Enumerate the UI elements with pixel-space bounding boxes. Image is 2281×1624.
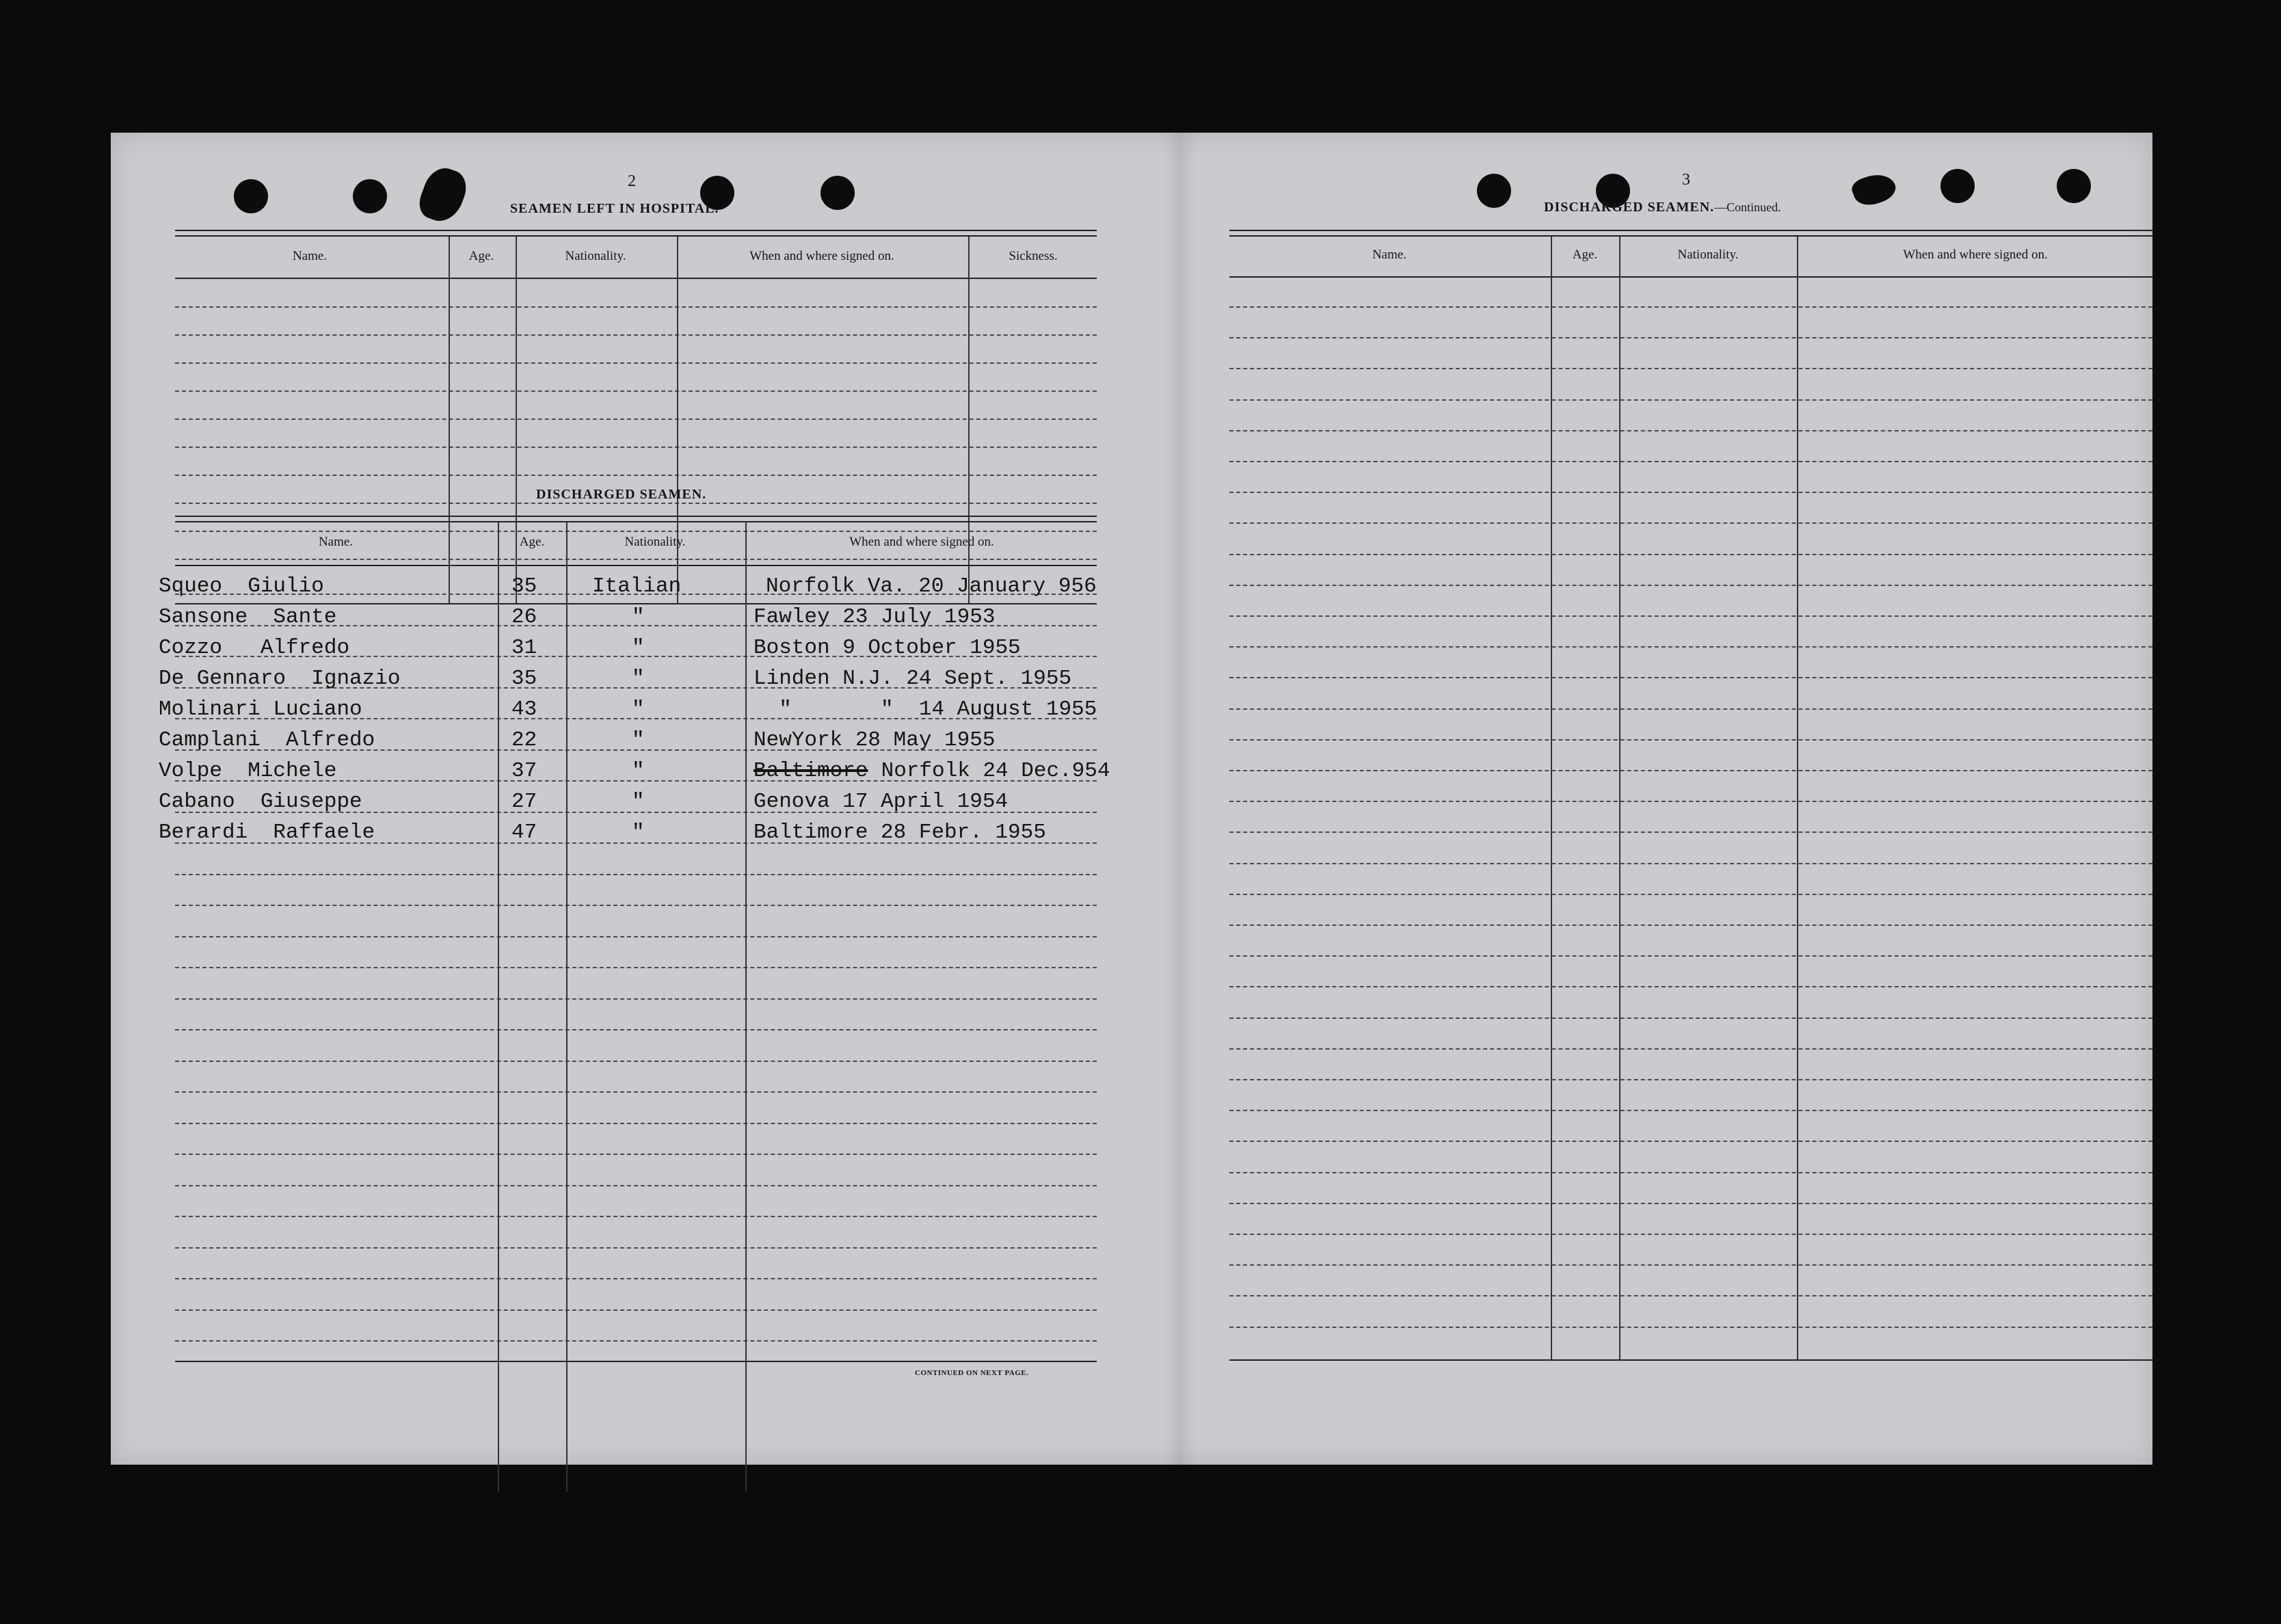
hospital-col-age: Age.	[468, 249, 494, 263]
ruled-line	[1229, 739, 2152, 741]
ruled-line	[1229, 306, 2152, 308]
seaman-signed-on: Fawley 23 July 1953	[753, 605, 996, 629]
seaman-nationality: "	[632, 728, 645, 752]
page-number-left: 2	[628, 172, 636, 190]
page-number-right: 3	[1682, 171, 1690, 189]
ruled-line	[1229, 831, 2152, 833]
ruled-line	[175, 334, 1097, 336]
seaman-name: Squeo Giulio	[159, 574, 324, 598]
seaman-nationality: Italian	[592, 574, 682, 598]
punch-hole	[1940, 169, 1975, 203]
ruled-line	[1229, 1234, 2152, 1235]
seaman-nationality: "	[632, 790, 645, 814]
seaman-nationality: "	[632, 667, 645, 691]
ruled-line	[1229, 894, 2152, 895]
seaman-signed-on: " " 14 August 1955	[753, 697, 1097, 721]
ruled-line	[175, 1340, 1097, 1342]
ruled-line	[1229, 430, 2152, 431]
ruled-line	[1229, 770, 2152, 771]
ruled-line	[1229, 924, 2152, 926]
seaman-age: 35	[511, 667, 537, 691]
hospital-col-signed-on: When and where signed on.	[749, 249, 894, 263]
ruled-line	[1229, 1048, 2152, 1050]
ruled-line	[1229, 615, 2152, 617]
ruled-line	[175, 1216, 1097, 1217]
seaman-name: Sansone Sante	[159, 605, 337, 629]
ruled-line	[175, 390, 1097, 392]
ruled-line	[1229, 646, 2152, 648]
ruled-line	[1229, 1327, 2152, 1328]
hospital-col-name: Name.	[292, 249, 328, 263]
ruled-line	[1229, 1264, 2152, 1266]
ruled-line	[1229, 677, 2152, 678]
seaman-name: Molinari Luciano	[159, 697, 362, 721]
ruled-line	[1229, 554, 2152, 555]
ruled-line	[175, 1123, 1097, 1124]
ruled-line	[175, 1091, 1097, 1093]
right-col-name: Name.	[1372, 248, 1407, 262]
ruled-line	[175, 1154, 1097, 1155]
continued-note: CONTINUED ON NEXT PAGE.	[915, 1369, 1029, 1377]
ruled-line	[175, 362, 1097, 364]
hospital-col-sickness: Sickness.	[1009, 249, 1058, 263]
punch-hole	[2057, 169, 2091, 203]
seaman-name: Volpe Michele	[159, 759, 337, 783]
seaman-age: 37	[511, 759, 537, 783]
ruled-line	[1229, 337, 2152, 338]
punch-hole	[353, 179, 387, 213]
discharged-section-title: DISCHARGED SEAMEN.	[536, 487, 707, 502]
ruled-line	[175, 1278, 1097, 1279]
seaman-age: 26	[511, 605, 537, 629]
struck-port: Baltimore	[753, 759, 868, 783]
ruled-line	[175, 1029, 1097, 1030]
ruled-line	[1229, 522, 2152, 524]
ruled-line	[175, 936, 1097, 937]
seaman-name: Cabano Giuseppe	[159, 790, 362, 814]
seaman-name: Camplani Alfredo	[159, 728, 375, 752]
seaman-age: 35	[511, 574, 537, 598]
ruled-line	[175, 905, 1097, 906]
ruled-line	[1229, 585, 2152, 586]
right-col-signed-on: When and where signed on.	[1903, 248, 2048, 262]
punch-hole	[234, 179, 268, 213]
ruled-line	[1229, 492, 2152, 493]
ink-blot	[414, 163, 471, 227]
ruled-line	[175, 1309, 1097, 1311]
page-fold	[1164, 133, 1197, 1465]
seaman-nationality: "	[632, 759, 645, 783]
ruled-line	[175, 531, 1097, 532]
seaman-age: 27	[511, 790, 537, 814]
ruled-line	[175, 418, 1097, 420]
ruled-line	[1229, 1141, 2152, 1142]
ruled-line	[1229, 1295, 2152, 1296]
ruled-line	[1229, 399, 2152, 401]
ruled-line	[175, 306, 1097, 308]
ruled-line	[175, 447, 1097, 448]
ink-blot	[1850, 169, 1899, 211]
ruled-line	[1229, 708, 2152, 710]
seaman-signed-on: Norfolk 24 Dec.954	[868, 759, 1110, 783]
ruled-line	[175, 503, 1097, 504]
discharged-col-nationality: Nationality.	[624, 535, 686, 549]
seaman-signed-on: Boston 9 October 1955	[753, 636, 1021, 660]
punch-hole	[821, 176, 855, 210]
right-col-nationality: Nationality.	[1677, 248, 1739, 262]
ruled-line	[175, 874, 1097, 875]
ruled-line	[1229, 1017, 2152, 1019]
ruled-line	[1229, 863, 2152, 864]
ruled-line	[175, 998, 1097, 1000]
discharged-col-age: Age.	[519, 535, 545, 549]
ruled-line	[1229, 1110, 2152, 1111]
ruled-line	[175, 1061, 1097, 1062]
continued-title-suffix: —Continued.	[1714, 200, 1781, 214]
ruled-line	[1229, 955, 2152, 957]
ruled-line	[175, 559, 1097, 560]
seaman-signed-on: NewYork 28 May 1955	[753, 728, 996, 752]
manifest-sheet	[111, 133, 2152, 1465]
seaman-age: 47	[511, 821, 537, 844]
continued-section-title	[1544, 200, 1781, 215]
ruled-line	[175, 1247, 1097, 1249]
ruled-line	[1229, 1079, 2152, 1080]
hospital-col-nationality: Nationality.	[565, 249, 626, 263]
hospital-section-title: SEAMEN LEFT IN HOSPITAL.	[510, 201, 719, 216]
seaman-nationality: "	[632, 697, 645, 721]
seaman-nationality: "	[632, 605, 645, 629]
ruled-line	[175, 1185, 1097, 1186]
seaman-signed-on: Norfolk Va. 20 January 956	[766, 574, 1097, 598]
seaman-name: Berardi Raffaele	[159, 821, 375, 844]
ruled-line	[1229, 461, 2152, 462]
seaman-age: 31	[511, 636, 537, 660]
seaman-nationality: "	[632, 636, 645, 660]
continued-title-text: DISCHARGED SEAMEN.	[1544, 200, 1715, 215]
ruled-line	[175, 475, 1097, 476]
seaman-nationality: "	[632, 821, 645, 844]
ruled-line	[1229, 986, 2152, 987]
seaman-age: 43	[511, 697, 537, 721]
ruled-line	[1229, 1203, 2152, 1204]
seaman-age: 22	[511, 728, 537, 752]
ruled-line	[1229, 1172, 2152, 1173]
seaman-name: De Gennaro Ignazio	[159, 667, 401, 691]
ruled-line	[175, 967, 1097, 968]
discharged-col-signed-on: When and where signed on.	[849, 535, 994, 549]
right-col-age: Age.	[1572, 248, 1598, 262]
seaman-signed-on: Baltimore 28 Febr. 1955	[753, 821, 1046, 844]
seaman-signed-on: Linden N.J. 24 Sept. 1955	[753, 667, 1072, 691]
discharged-col-name: Name.	[318, 535, 354, 549]
ruled-line	[1229, 368, 2152, 369]
punch-hole	[1477, 174, 1511, 208]
ruled-line	[1229, 801, 2152, 802]
seaman-signed-on: Genova 17 April 1954	[753, 790, 1009, 814]
seaman-name: Cozzo Alfredo	[159, 636, 350, 660]
